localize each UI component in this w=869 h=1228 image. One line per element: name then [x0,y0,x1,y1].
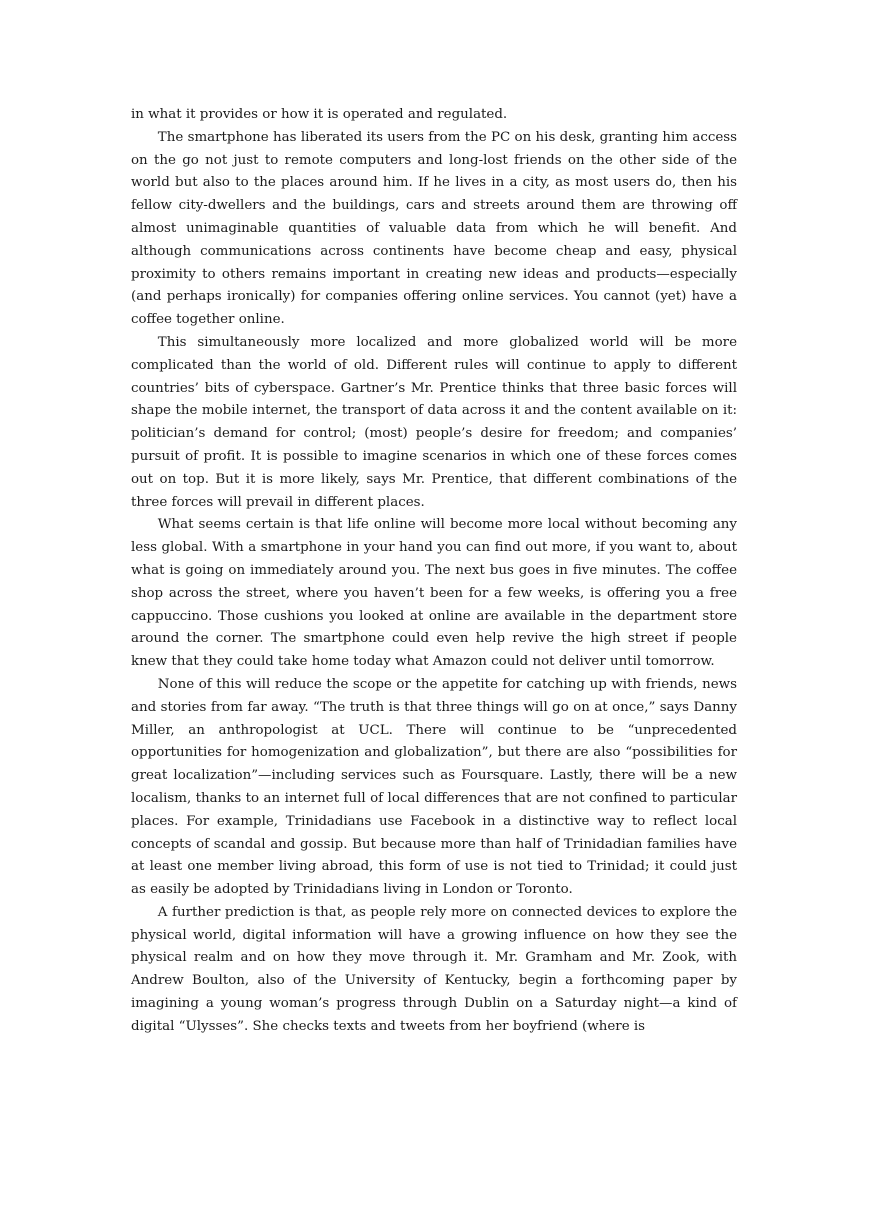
paragraph-5: None of this will reduce the scope or the appetite for catching up with friends, news and stories from far away. “The truth is that three things will go on at once,” says Danny Miller, an anthropologist at UCL. There will continue to be “unprecedented opportunities for homogenization and globalization”, but there are also “possibilities for great localization”—including services such as Foursquare. Lastly, there will be a new localism, thanks to an internet full of local differences that are not confined to particular places. For example, Trinidadians use Facebook in a distinctive way to reflect local concepts of scandal and gossip. But because more than half of Trinidadian families have at least one member living abroad, this form of use is not tied to Trinidad; it could just as easily be adopted by Trinidadians living in London or Toronto. [131,676,737,898]
paragraph-1: in what it provides or how it is operated and regulated. [131,107,508,122]
paragraph-3: This simultaneously more localized and more globalized world will be more complicated than the world of old. Different rules will continue to apply to different countries’ bits of cyberspace. Gartner’s Mr. Prentice thinks that three basic forces will shape the mobile internet, the transport of data across it and the content available on it: politician’s demand for control; (most) people’s desire for freedom; and companies’ pursuit of profit. It is possible to imagine scenarios in which one of these forces comes out on top. But it is more likely, says Mr. Prentice, that different combinations of the three forces will prevail in different places. [131,334,737,510]
paragraph-4: What seems certain is that life online will become more local without becoming any less global. With a smartphone in your hand you can find out more, if you want to, about what is going on immediately around you. The next bus goes in five minutes. The coffee shop across the street, where you haven’t been for a few weeks, is offering you a free cappuccino. Those cushions you looked at online are available in the department store around the corner. The smartphone could even help revive the high street if people knew that they could take home today what Amazon could not deliver until tomorrow. [131,517,737,670]
paragraph-2: The smartphone has liberated its users from the PC on his desk, granting him access on the go not just to remote computers and long-lost friends on the other side of the world but also to the places around him. If he lives in a city, as most users do, then his fellow city-dwellers and the buildings, cars and streets around them are throwing off almost unimaginable quantities of valuable data from which he will benefit. And although communications across continents have become cheap and easy, physical proximity to others remains important in creating new ideas and products—especially (and perhaps ironically) for companies offering online services. You cannot (yet) have a coffee together online. [131,129,737,328]
document-page [131,104,737,1039]
paragraph-6: A further prediction is that, as people rely more on connected devices to explore the physical world, digital information will have a growing influence on how they see the physical realm and on how they move through it. Mr. Gramham and Mr. Zook, with Andrew Boulton, also of the University of Kentucky, begin a forthcoming paper by imagining a young woman’s progress through Dublin on a Saturday night—a kind of digital “Ulysses”. She checks texts and tweets from her boyfriend (where is [131,904,737,1034]
